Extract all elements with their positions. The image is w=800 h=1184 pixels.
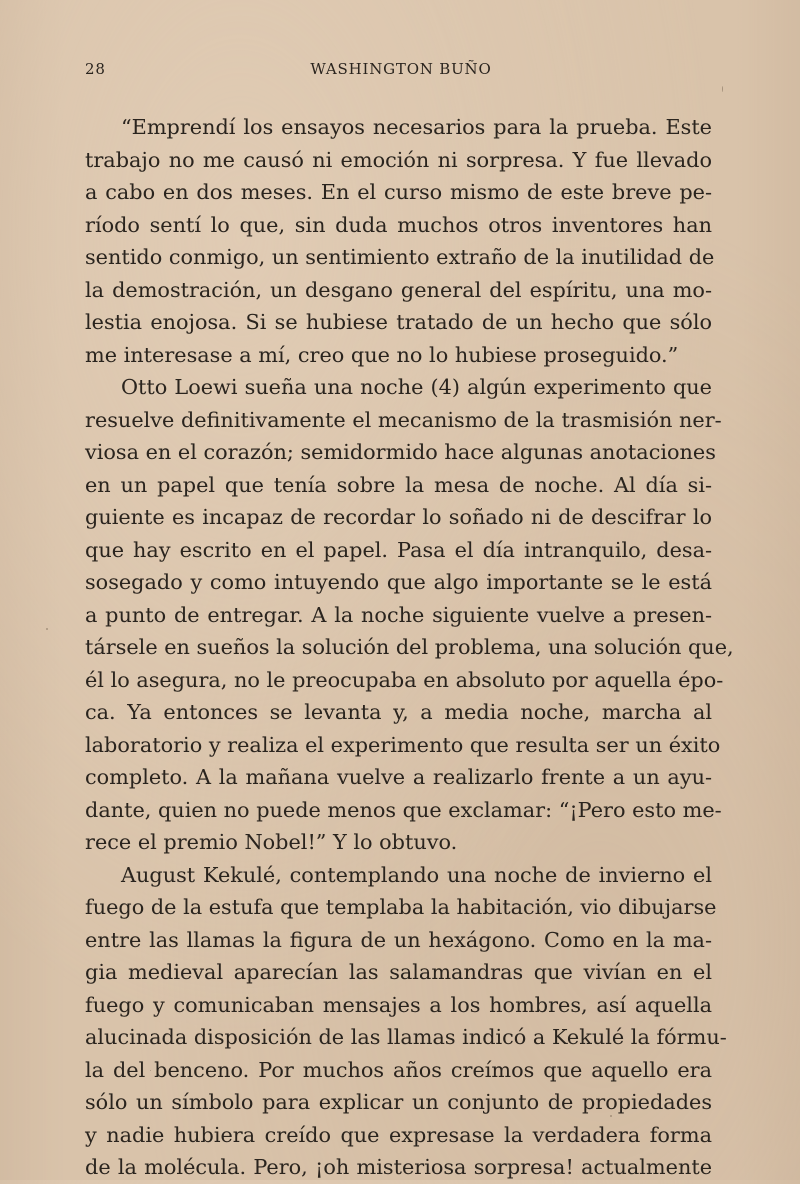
text-line: a punto de entregar. A la noche siguiente vuelve a presen-	[85, 602, 712, 627]
page-number: 28	[85, 60, 106, 78]
text-line: de la molécula. Pero, ¡oh misteriosa sorpresa! actualmente	[85, 1155, 712, 1179]
text-line: me interesase a mí, creo que no lo hubiese proseguido.”	[85, 342, 679, 367]
running-head: WASHINGTON BUÑO	[310, 60, 492, 78]
text-line: “Emprendí los ensayos necesarios para la prueba. Este	[121, 115, 712, 139]
paragraph-loewi	[85, 371, 734, 859]
text-line: a cabo en dos meses. En el curso mismo de este breve pe-	[85, 180, 712, 204]
text-line: dante, quien no puede menos que exclamar: “¡Pero esto me-	[85, 797, 722, 822]
text-line: lestia enojosa. Si se hubiese tratado de un hecho que sólo	[85, 310, 712, 334]
text-line: laboratorio y realiza el experimento que resulta ser un éxito	[85, 732, 721, 757]
text-line: sólo un símbolo para explicar un conjunto de propiedades	[85, 1090, 712, 1114]
text-line: gia medieval aparecían las salamandras que vivían en el	[85, 960, 712, 984]
text-line: que hay escrito en el papel. Pasa el día intranquilo, desa-	[85, 537, 712, 562]
text-line: sentido conmigo, un sentimiento extraño de la inutilidad de	[85, 245, 715, 269]
text-line: la demostración, un desgano general del espíritu, una mo-	[85, 277, 712, 302]
text-line: rece el premio Nobel!” Y lo obtuvo.	[85, 830, 458, 854]
text-line: fuego de la estufa que templaba la habitación, vio dibujarse	[85, 895, 717, 919]
text-line: entre las llamas la figura de un hexágono. Como en la ma-	[85, 927, 712, 952]
text-line: y nadie hubiera creído que expresase la verdadera forma	[85, 1122, 712, 1147]
text-line: en un papel que tenía sobre la mesa de noche. Al día si-	[85, 472, 712, 497]
text-line: resuelve definitivamente el mecanismo de la trasmisión ner-	[85, 407, 722, 432]
text-line: él lo asegura, no le preocupaba en absoluto por aquella épo-	[85, 667, 724, 692]
paragraph-kekule	[85, 859, 727, 1184]
text-line: viosa en el corazón; semidormido hace algunas anotaciones	[85, 440, 716, 464]
body-text	[85, 111, 734, 1184]
text-line: completo. A la mañana vuelve a realizarlo frente a un ayu-	[85, 765, 712, 789]
text-line: társele en sueños la solución del problema, una solución que,	[85, 635, 734, 659]
text-line: Otto Loewi sueña una noche (4) algún experimento que	[121, 375, 712, 399]
text-line: ríodo sentí lo que, sin duda muchos otros inventores han	[85, 212, 712, 237]
text-line: trabajo no me causó ni emoción ni sorpresa. Y fue llevado	[85, 147, 712, 172]
text-line: alucinada disposición de las llamas indicó a Kekulé la fórmu-	[85, 1025, 727, 1049]
text-line: ca. Ya entonces se levanta y, a media noche, marcha al	[85, 700, 712, 724]
text-line: guiente es incapaz de recordar lo soñado ni de descifrar lo	[85, 505, 712, 529]
text-line: fuego y comunicaban mensajes a los hombres, así aquella	[85, 992, 712, 1017]
text-line: August Kekulé, contemplando una noche de invierno el	[121, 862, 712, 887]
text-line: la del benceno. Por muchos años creímos que aquello era	[85, 1057, 712, 1082]
page-header	[85, 60, 717, 84]
text-line: sosegado y como intuyendo que algo importante se le está	[85, 570, 712, 594]
paragraph-quote	[85, 111, 715, 371]
